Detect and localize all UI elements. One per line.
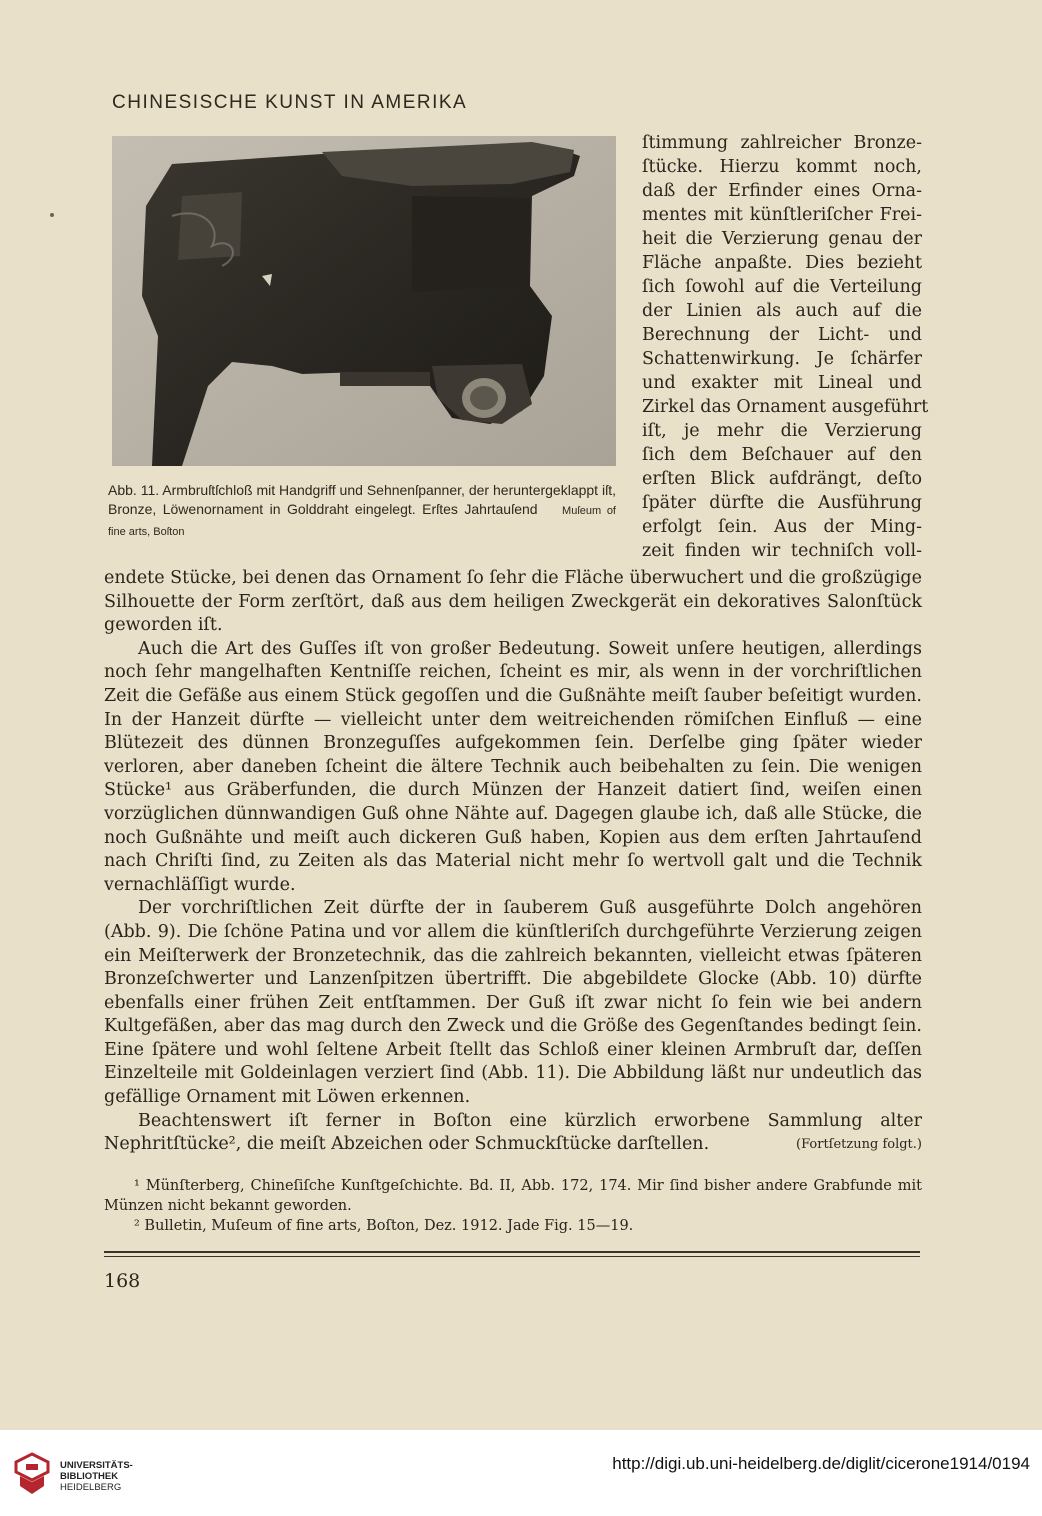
crossbow-lock-image [112,136,616,466]
paragraph: Auch die Art des Guſſes iſt von großer Bedeutung. Soweit unſere heutigen, allerdings noch ſehr mangelhaften Kentniſſe reichen, ſcheint es mir, als wenn in der vorchriſtlichen Zeit die Gefäße aus einem Stück gegoſſen und die Gußnähte meiſt ſauber beſeitigt wurden. In der Hanzeit dürfte — vielleicht unter dem weitreichenden römiſchen Einfluß — eine Blütezeit des dünnen Bronzeguſſes aufgekommen ſein. Derſelbe ging ſpäter wieder verloren, aber daneben ſcheint die ältere Technik auch beibehalten zu ſein. Die wenigen Stücke¹ aus Gräberfunden, die durch Münzen der Hanzeit datiert ſind, weiſen einen vorzüglichen dünnwandigen Guß ohne Nähte auf. Dagegen glaube ich, daß alle Stücke, die noch Gußnähte und meiſt auch dickeren Guß haben, Kopien aus dem erſten Jahrtauſend nach Chriſti ſind, zu Zeiten als das Material nicht mehr ſo wertvoll galt und die Technik vernachläſſigt wurde. [104,638,922,895]
caption-credit: Muſeum of fine arts, Boſton [108,505,616,538]
right-column-line: heit die Verzierung genau der [642,229,922,249]
right-column-line: ſich dem Beſchauer auf den [642,445,922,465]
university-library-logo-icon [12,1452,52,1496]
right-column-line: Schattenwirkung. Je ſchärfer [642,349,922,369]
right-column-line: ſtimmung zahlreicher Bronze- [642,133,922,153]
right-column-line: erfolgt ſein. Aus der Ming- [642,517,922,537]
source-url-link[interactable]: http://digi.ub.uni-heidelberg.de/diglit/cicerone1914/0194 [612,1454,1030,1473]
right-column-line: und exakter mit Lineal und [642,373,922,393]
right-column-line: Fläche anpaßte. Dies bezieht [642,253,922,273]
paragraph [104,1110,922,1157]
right-column-line: ſpäter dürfte die Ausführung [642,493,922,513]
right-column-line: mentes mit künſtleriſcher Frei- [642,205,922,225]
figure-caption [108,481,616,542]
paragraph-text: Beachtenswert iſt ferner in Boſton eine kürzlich erworbene Sammlung alter Nephritſtücke², die meiſt Abzeichen oder Schmuckſtücke darſtellen. [104,1110,922,1155]
library-footer [0,1430,1042,1516]
library-name [60,1460,133,1493]
footnotes [104,1176,922,1236]
figure-crossbow-lock-photo [112,136,616,466]
body-text [104,567,922,1157]
right-column-text [642,131,929,563]
footnote: ¹ Münſterberg, Chineſiſche Kunſtgeſchichte. Bd. II, Abb. 172, 174. Mir ſind bisher andere Grabfunde mit Münzen nicht bekannt geworden. [104,1178,922,1214]
right-column-line: Berechnung der Licht- und [642,325,922,345]
library-line: BIBLIOTHEK [60,1471,119,1482]
double-rule-top [104,1251,920,1253]
running-head: CHINESISCHE KUNST IN AMERIKA [112,92,468,113]
library-line: UNIVERSITÄTS- [60,1460,133,1471]
right-column-line: daß der Erfinder eines Orna- [642,181,922,201]
right-column-line: ſtücke. Hierzu kommt noch, [642,157,922,177]
right-column-line: der Linien als auch auf die [642,301,922,321]
page-number: 168 [104,1270,141,1292]
scan-speck [50,213,54,217]
library-line: HEIDELBERG [60,1482,122,1493]
footnote: ² Bulletin, Muſeum of fine arts, Boſton, Dez. 1912. Jade Fig. 15—19. [134,1218,634,1234]
right-column-line: Zirkel das Ornament ausgeführt [642,397,929,417]
paragraph: endete Stücke, bei denen das Ornament ſo ſehr die Fläche überwuchert und die großzügige Silhouette der Form zerſtört, daß aus dem heiligen Zweckgerät ein dekoratives Salonſtück geworden iſt. [104,568,922,636]
right-column-line: zeit finden wir techniſch voll- [642,541,922,561]
double-rule-bottom [104,1256,920,1257]
right-column-line: iſt, je mehr die Verzierung [642,421,922,441]
caption-text: Abb. 11. Armbruſtſchloß mit Handgriff und Sehnenſpanner, der heruntergeklappt iſt, Bronze, Löwenornament in Golddraht eingelegt. Erſtes Jahrtauſend [108,482,616,517]
right-column-line: ſich ſowohl auf die Verteilung [642,277,922,297]
paragraph: Der vorchriſtlichen Zeit dürfte der in ſauberem Guß ausgeführte Dolch angehören (Abb. 9). Die ſchöne Patina und vor allem die künſtleriſch durchgeführte Verzierung zeigen ein Meiſterwerk der Bronzetechnik, das die zahlreich bekannten, vielleicht etwas ſpäteren Bronzeſchwerter und Lanzenſpitzen übertrifft. Die abgebildete Glocke (Abb. 10) dürfte ebenfalls einer frühen Zeit entſtammen. Der Guß iſt zwar nicht ſo fein wie bei andern Kultgefäßen, aber das mag durch den Zweck und die Größe des Gegenſtandes bedingt ſein. Eine ſpätere und wohl ſeltene Arbeit ſtellt das Schloß einer kleinen Armbruſt dar, deſſen Einzelteile mit Goldeinlagen verziert ſind (Abb. 11). Die Abbildung läßt nur undeutlich das gefällige Ornament mit Löwen erkennen. [104,898,922,1108]
right-column-line: erſten Blick aufdrängt, deſto [642,469,922,489]
continuation-note: (Fortſetzung folgt.) [796,1137,922,1153]
